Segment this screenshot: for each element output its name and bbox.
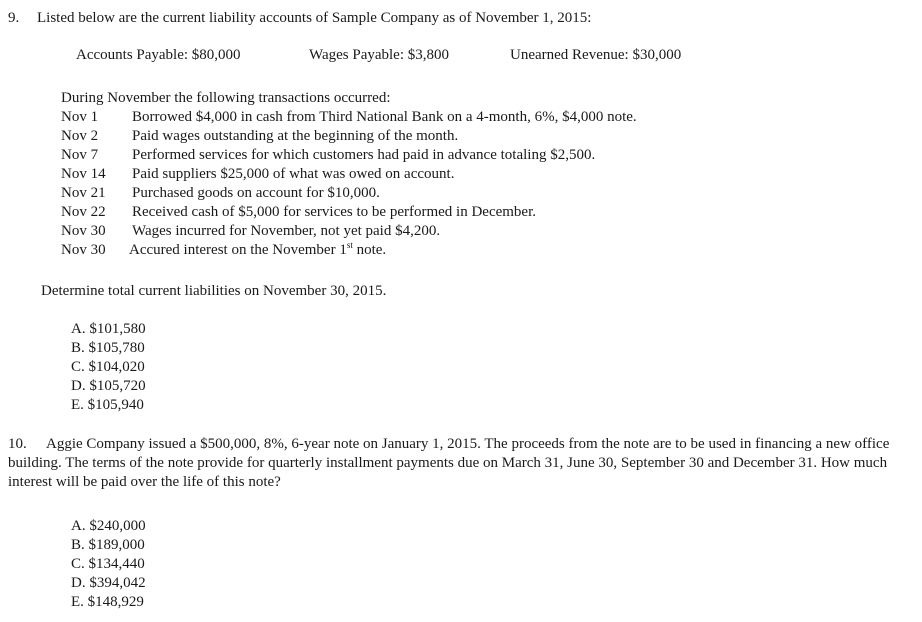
transaction-row — [61, 165, 637, 184]
transaction-text: Paid wages outstanding at the beginning of the month. — [132, 128, 459, 144]
transaction-row — [61, 184, 637, 203]
transaction-text-main: Accured interest on the November 1 — [129, 242, 347, 258]
answer-choice-e[interactable]: E. $148,929 — [71, 594, 144, 610]
transaction-row — [61, 203, 637, 222]
transaction-text-end: note. — [352, 242, 387, 258]
transactions-list — [61, 108, 637, 260]
answer-choice-b[interactable]: B. $189,000 — [71, 537, 145, 553]
question-10-choices — [71, 517, 146, 612]
transaction-date: Nov 14 — [61, 166, 106, 182]
transaction-date: Nov 7 — [61, 147, 99, 163]
answer-choice-d[interactable]: D. $394,042 — [71, 575, 146, 591]
transaction-text: Wages incurred for November, not yet paid $4,200. — [132, 223, 441, 239]
question-10-stem — [8, 435, 920, 492]
question-9-prompt: Determine total current liabilities on November 30, 2015. — [41, 283, 387, 299]
question-10-text: Aggie Company issued a $500,000, 8%, 6-year note on January 1, 2015. The proceeds from the note are to be used in financing a new office building. The terms of the note provide for quarterly installment payments due on March 31, June 30, September 30 and December 31. How much interest will be paid over the life of this note? — [8, 436, 890, 490]
account-accounts-payable: Accounts Payable: $80,000 — [76, 47, 241, 63]
answer-choice-d[interactable]: D. $105,720 — [71, 378, 146, 394]
transaction-row — [61, 222, 637, 241]
transaction-text: Received cash of $5,000 for services to be performed in December. — [132, 204, 537, 220]
answer-choice-e[interactable]: E. $105,940 — [71, 397, 144, 413]
transactions-intro: During November the following transactions occurred: — [61, 90, 391, 106]
question-10-number: 10. — [8, 436, 27, 452]
answer-choice-c[interactable]: C. $134,440 — [71, 556, 145, 572]
transaction-date: Nov 22 — [61, 204, 106, 220]
answer-choice-a[interactable]: A. $101,580 — [71, 321, 146, 337]
transaction-text: Paid suppliers $25,000 of what was owed on account. — [132, 166, 455, 182]
question-9-choices — [71, 320, 146, 415]
question-9-text: Listed below are the current liability accounts of Sample Company as of November 1, 2015: — [37, 10, 592, 26]
question-9-stem — [8, 9, 591, 28]
transaction-date: Nov 30 — [61, 223, 106, 239]
transaction-text: Performed services for which customers had paid in advance totaling $2,500. — [132, 147, 596, 163]
answer-choice-b[interactable]: B. $105,780 — [71, 340, 145, 356]
transaction-text: Purchased goods on account for $10,000. — [132, 185, 380, 201]
transaction-text: Borrowed $4,000 in cash from Third National Bank on a 4-month, 6%, $4,000 note. — [132, 109, 637, 125]
transaction-row-interest — [61, 241, 637, 260]
transaction-date: Nov 21 — [61, 185, 106, 201]
ordinal-superscript: st — [346, 240, 353, 250]
transaction-text — [129, 242, 386, 258]
transaction-row — [61, 108, 637, 127]
transaction-date: Nov 1 — [61, 109, 99, 125]
account-wages-payable: Wages Payable: $3,800 — [309, 47, 450, 63]
account-unearned-revenue: Unearned Revenue: $30,000 — [510, 47, 682, 63]
transaction-row — [61, 146, 637, 165]
transaction-date: Nov 2 — [61, 128, 99, 144]
question-9-number: 9. — [8, 10, 20, 26]
answer-choice-c[interactable]: C. $104,020 — [71, 359, 145, 375]
transaction-row — [61, 127, 637, 146]
transaction-date: Nov 30 — [61, 242, 106, 258]
answer-choice-a[interactable]: A. $240,000 — [71, 518, 146, 534]
